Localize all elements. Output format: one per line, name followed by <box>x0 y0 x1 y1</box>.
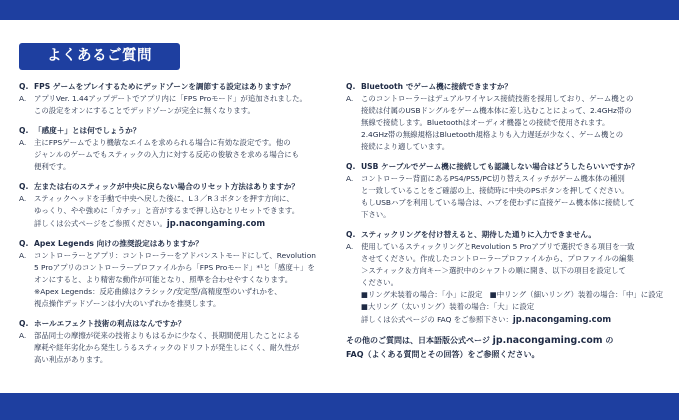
page-title: よくあるご質問 <box>19 43 180 70</box>
question-text: FPS ゲームをプレイするためにデッドゾーンを調節する設定はありますか？ <box>34 82 295 91</box>
question-prefix: Q. <box>346 162 356 171</box>
website-link[interactable]: jp.nacongaming.com <box>512 314 612 324</box>
answer-prefix: A. <box>346 242 354 251</box>
faq-item <box>19 238 329 310</box>
answer-body <box>34 93 329 117</box>
answer-line: と一致していることをご確認の上、接続時に中央のPSボタンを押してください。 <box>361 186 629 195</box>
faq-column-left <box>19 81 329 374</box>
answer-link-line <box>34 217 329 230</box>
answer-line: 接続により適しています。 <box>361 142 450 151</box>
answer-prefix: A. <box>19 251 27 260</box>
faq-column-right <box>346 81 662 362</box>
faq-item <box>346 229 662 326</box>
answer-line: 主にFPSゲームでより機敏なエイムを求められる場合に有効な設定です。他の <box>34 138 291 147</box>
link-prefix: 詳しくは公式ページの FAQ をご参照下さい： <box>361 315 513 324</box>
top-banner-bar <box>0 0 679 20</box>
bottom-banner-bar <box>0 393 679 420</box>
answer-prefix: A. <box>346 94 354 103</box>
faq-question <box>19 81 329 92</box>
answer-line: させてください。作成したコントローラープロファイルから、プロファイルの編集 <box>361 254 634 263</box>
answer-line: ゆっくり、やや強めに「カチッ」と音がするまで押し込むとリセットできます。 <box>34 206 300 215</box>
answer-line: 下さい。 <box>361 210 391 219</box>
answer-line: ■リング未装着の場合：「小」に設定 ■中リング（細いリング）装着の場合：「中」に設定 <box>361 290 663 299</box>
answer-line: 便利です。 <box>34 162 71 171</box>
answer-line: 摩耗や経年劣化から発生しうるスティックのドリフトが発生しにくく、耐久性が <box>34 343 300 352</box>
footer-line2: FAQ（よくある質問とその回答）をご参照ください。 <box>346 350 540 359</box>
answer-line: アプリVer. 1.44アップデートでアプリ内に「FPS Proモード」が追加されました。 <box>34 94 307 103</box>
faq-answer <box>19 330 329 366</box>
faq-item <box>19 125 329 173</box>
answer-link-line <box>361 313 662 326</box>
question-text: 左または右のスティックが中央に戻らない場合のリセット方法はありますか？ <box>34 182 299 191</box>
footer-line1-prefix: その他のご質問は、日本語版公式ページ <box>346 336 490 345</box>
faq-answer <box>19 193 329 230</box>
faq-item <box>19 181 329 230</box>
answer-line: 2.4GHz帯の無線規格はBluetooth規格よりも入力遅延が少なく、ゲーム機との <box>361 130 624 139</box>
faq-answer <box>346 241 662 326</box>
answer-line: 高い利点があります。 <box>34 355 108 364</box>
faq-question <box>19 125 329 136</box>
question-prefix: Q. <box>346 82 356 91</box>
question-prefix: Q. <box>19 182 29 191</box>
answer-line: 視点操作デッドゾーンは小/大のいずれかを推奨します。 <box>34 299 221 308</box>
answer-body <box>34 250 329 310</box>
answer-line: 使用しているスティックリングとRevolution 5 Proアプリで選択できる項目を一致 <box>361 242 635 251</box>
answer-line: 無線で接続します。Bluetoothはオーディオ機器との接続で使用されます。 <box>361 118 610 127</box>
faq-answer <box>19 137 329 173</box>
answer-body <box>361 93 662 153</box>
footer-line1-suffix: の <box>605 336 614 345</box>
answer-line: 5 Proアプリのコントローラープロファイルから「FPS Proモード」*¹と「感度＋」を <box>34 263 315 272</box>
answer-body <box>34 137 329 173</box>
footer-note <box>346 334 662 362</box>
faq-item <box>346 81 662 153</box>
link-prefix: 詳しくは公式ページをご参照ください。 <box>34 219 167 228</box>
question-text: Bluetooth でゲーム機に接続できますか？ <box>361 82 513 91</box>
faq-answer <box>346 173 662 221</box>
answer-line: この設定をオンにすることでデッドゾーンが完全に無くなります。 <box>34 106 255 115</box>
answer-line: このコントローラーはデュアルワイヤレス接続技術を採用しており、ゲーム機との <box>361 94 634 103</box>
faq-question <box>346 81 662 92</box>
faq-question <box>19 318 329 329</box>
question-text: USB ケーブルでゲーム機に接続しても認識しない場合はどうしたらいいですか？ <box>361 162 639 171</box>
question-text: 「感度＋」とは何でしょうか？ <box>34 126 141 135</box>
answer-line: スティックヘッドを手動で中央へ戻した後に、L３／R３ボタンを押す方向に、 <box>34 194 294 203</box>
faq-item <box>19 81 329 117</box>
answer-body <box>34 330 329 366</box>
faq-answer <box>19 250 329 310</box>
answer-line: ※Apex Legends：反応曲線はクラシック/安定型/高精度型のいずれかを、 <box>34 287 282 296</box>
answer-prefix: A. <box>19 331 27 340</box>
answer-body <box>361 173 662 221</box>
faq-question <box>19 181 329 192</box>
answer-body <box>34 193 329 230</box>
question-text: Apex Legends 向けの推奨設定はありますか？ <box>34 239 203 248</box>
question-text: ホールエフェクト技術の利点はなんですか？ <box>34 319 186 328</box>
answer-line: コントローラーとアプリ：コントローラーをアドバンストモードにして、Revolution <box>34 251 316 260</box>
answer-line: もしUSBハブを利用している場合は、ハブを使わずに直接ゲーム機本体に接続して <box>361 198 635 207</box>
question-prefix: Q. <box>19 319 29 328</box>
answer-line: ＞スティック＆方向キー＞選択中のシャフトの順に開き、以下の項目を設定して <box>361 266 626 275</box>
answer-line: ジャンルのゲームでもスティックの入力に対する反応の俊敏さを求める場合にも <box>34 150 299 159</box>
website-link[interactable]: jp.nacongaming.com <box>166 218 266 228</box>
faq-item <box>19 318 329 366</box>
answer-prefix: A. <box>346 174 354 183</box>
footer-link[interactable]: jp.nacongaming.com <box>492 335 603 346</box>
faq-question <box>346 229 662 240</box>
answer-line: ■大リング（太いリング）装着の場合：「大」に設定 <box>361 302 535 311</box>
answer-body <box>361 241 662 326</box>
faq-question <box>346 161 662 172</box>
answer-line: コントローラー背面にあるPS4/PS5/PC切り替えスイッチがゲーム機本体の種別 <box>361 174 625 183</box>
answer-line: ください。 <box>361 278 398 287</box>
question-prefix: Q. <box>346 230 356 239</box>
answer-prefix: A. <box>19 94 27 103</box>
faq-answer <box>19 93 329 117</box>
question-prefix: Q. <box>19 239 29 248</box>
faq-answer <box>346 93 662 153</box>
answer-prefix: A. <box>19 194 27 203</box>
question-prefix: Q. <box>19 82 29 91</box>
answer-line: 接続は付属のUSBドングルをゲーム機本体に差し込むことによって、2.4GHz帯の <box>361 106 632 115</box>
faq-item <box>346 161 662 221</box>
answer-line: 部品同士の摩擦が従来の技術よりもはるかに少なく、長期間使用したことによる <box>34 331 300 340</box>
answer-prefix: A. <box>19 138 27 147</box>
faq-question <box>19 238 329 249</box>
answer-line: オンにすると、より精密な動作が可能となり、照準を合わせやすくなります。 <box>34 275 293 284</box>
question-text: スティックリングを付け替えると、期待した通りに入力できません。 <box>361 230 596 239</box>
question-prefix: Q. <box>19 126 29 135</box>
